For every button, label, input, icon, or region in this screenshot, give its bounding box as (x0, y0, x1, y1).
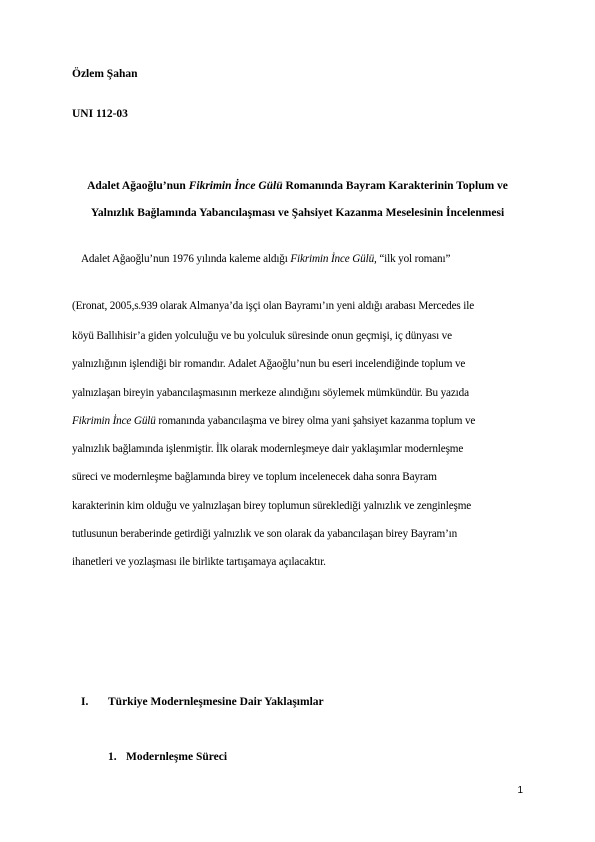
paragraph-line-10: tutlusunun beraberinde getirdiği yalnızlık ve son olarak da yabancılaşan birey Bayram’ın (72, 528, 458, 540)
paragraph-line-7: yalnızlık bağlamında işlenmiştir. İlk olarak modernleşmeye dair yaklaşımlar modernleşme (72, 443, 464, 455)
paragraph-line-8: süreci ve modernleşme bağlamında birey ve toplum incelenecek daha sonra Bayram (72, 471, 437, 483)
author-name: Özlem Şahan (72, 68, 138, 80)
title-prefix: Adalet Ağaoğlu’nun (87, 180, 189, 192)
title-line-2: Yalnızlık Bağlamında Yabancılaşması ve Şahsiyet Kazanma Meselesinin İncelenmesi (90, 207, 505, 219)
paragraph-line-1 (81, 253, 450, 265)
paragraph-book-name: Fikrimin İnce Gülü, (290, 253, 377, 265)
paragraph-book-name: Fikrimin İnce Gülü (72, 415, 156, 427)
title-suffix: Romanında Bayram Karakterinin Toplum ve (282, 180, 508, 192)
section-number: I. (81, 696, 89, 708)
paragraph-line-11: ihanetleri ve yozlaşması ile birlikte tartışamaya açılacaktır. (72, 556, 326, 568)
paragraph-line-9: karakterinin kim olduğu ve yalnızlaşan birey toplumun süreklediği yalnızlık ve zenginleşme (72, 500, 472, 512)
subsection-number: 1. (108, 751, 117, 763)
title-book-name: Fikrimin İnce Gülü (188, 180, 283, 192)
title-line-1 (0, 180, 595, 192)
paragraph-text: Adalet Ağaoğlu’nun 1976 yılında kaleme aldığı (81, 253, 291, 265)
paragraph-line-4: yalnızlığının işlendiği bir romandır. Adalet Ağaoğlu’nun bu eseri incelendiğinde toplum ve (72, 358, 466, 370)
section-heading: Türkiye Modernleşmesine Dair Yaklaşımlar (108, 696, 324, 708)
paragraph-text: “ilk yol romanı” (376, 253, 451, 265)
paragraph-line-6 (72, 415, 475, 427)
paragraph-text: romanında yabancılaşma ve birey olma yani şahsiyet kazanma toplum ve (155, 415, 476, 427)
paragraph-line-3: köyü Ballıhisir’a giden yolculuğu ve bu yolculuk süresinde onun geçmişi, iç dünyası ve (72, 330, 452, 342)
course-code: UNI 112-03 (72, 108, 128, 120)
paragraph-line-5: yalnızlaşan bireyin yabancılaşmasının merkeze alındığını söylemek mümkündür. Bu yazıda (72, 387, 469, 399)
paragraph-line-2: (Eronat, 2005,s.939 olarak Almanya’da işçi olan Bayramı’ın yeni aldığı arabası Mercedes ile (72, 300, 475, 312)
page-number: 1 (517, 785, 523, 796)
subsection-heading: Modernleşme Süreci (126, 751, 228, 763)
